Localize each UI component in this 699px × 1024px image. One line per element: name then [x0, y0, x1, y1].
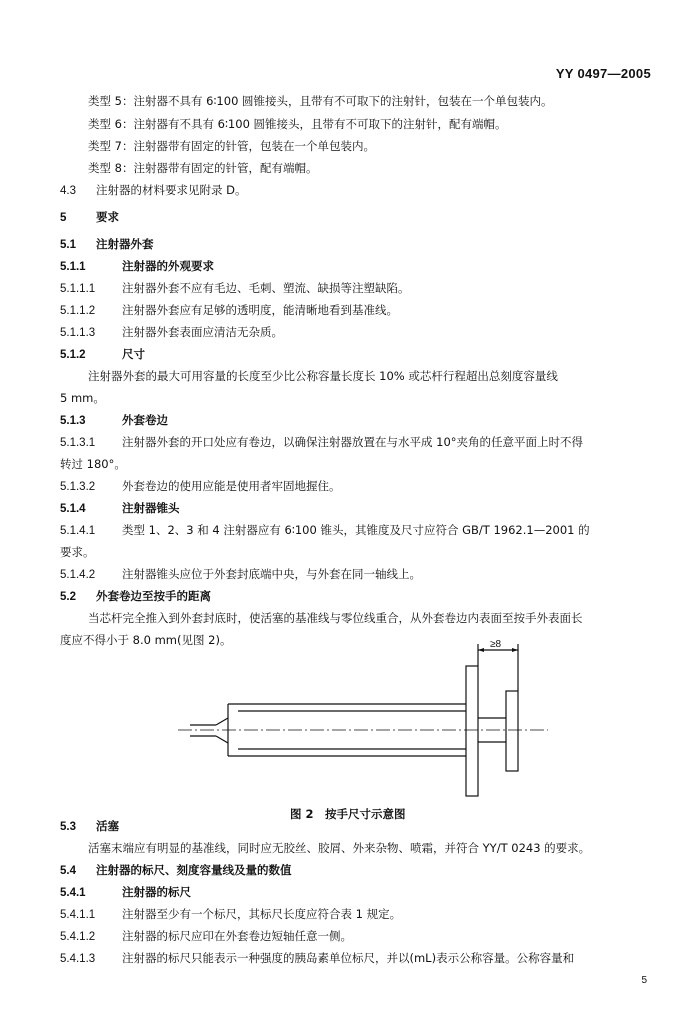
- clause-number: 5.1.3: [60, 415, 86, 427]
- line-text: 活塞: [96, 819, 119, 833]
- line-text: 外套卷边的使用应能是使用者牢固地握住。: [122, 479, 341, 493]
- line-text: 类型 1、2、3 和 4 注射器应有 6∶100 锥头，其锥度及尺寸应符合 GB/T 1962.1—2001 的: [122, 523, 590, 537]
- clause-5-4-1: [60, 884, 191, 901]
- paragraph-line: [60, 456, 126, 472]
- clause-number: 5.1.1.2: [60, 305, 96, 317]
- line-text: 类型 5：注射器不具有 6∶100 圆锥接头，且带有不可取下的注射针，包装在一个单包装内。: [88, 94, 553, 108]
- clause-number: 5.1: [60, 239, 76, 251]
- barrel-flange: [466, 666, 478, 796]
- paragraph-line: [88, 116, 507, 132]
- paragraph-line: [88, 610, 583, 626]
- clause-5-4-1-3: [60, 950, 574, 967]
- clause-5-3: [60, 818, 119, 835]
- line-text: 度应不得小于 8.0 mm(见图 2)。: [60, 633, 232, 647]
- clause-number: 5: [60, 212, 67, 224]
- page-number: 5: [641, 975, 647, 986]
- line-text: 尺寸: [122, 347, 145, 361]
- clause-number: 5.2: [60, 591, 76, 603]
- syringe-figure: [176, 636, 556, 802]
- clause-number: 5.4.1.1: [60, 909, 96, 921]
- clause-number: 5.1.4.2: [60, 569, 96, 581]
- clause-5-4-1-2: [60, 928, 352, 945]
- line-text: 类型 6：注射器有不具有 6∶100 圆锥接头，且带有不可取下的注射针，配有端帽。: [88, 117, 507, 131]
- clause-number: 5.1.1: [60, 261, 86, 273]
- line-text: 注射器锥头: [122, 501, 180, 515]
- line-text: 注射器外套的最大可用容量的长度至少比公称容量长度长 10% 或芯杆行程超出总刻度容量线: [88, 369, 558, 383]
- line-text: 注射器的标尺、刻度容量线及量的数值: [96, 863, 292, 877]
- clause-5-1-3-2: [60, 478, 341, 495]
- clause-5-1-1: [60, 258, 214, 275]
- line-text: 注射器外套的开口处应有卷边，以确保注射器放置在与水平成 10°夹角的任意平面上时不得: [122, 435, 584, 449]
- clause-5-1-1-1: [60, 280, 410, 297]
- line-text: 注射器外套表面应清洁无杂质。: [122, 325, 283, 339]
- line-text: 类型 7：注射器带有固定的针管，包装在一个单包装内。: [88, 139, 375, 153]
- clause-5-4: [60, 862, 292, 879]
- line-text: 注射器的材料要求见附录 D。: [96, 183, 247, 197]
- clause-number: 5.1.3.2: [60, 481, 96, 493]
- clause-number: 5.1.4: [60, 503, 86, 515]
- clause-5-1-4-1: [60, 522, 590, 539]
- clause-number: 5.1.1.3: [60, 327, 96, 339]
- line-text: 当芯杆完全推入到外套封底时，使活塞的基准线与零位线重合，从外套卷边内表面至按手外表面长: [88, 611, 583, 625]
- dimension-label: ≥8: [490, 639, 502, 650]
- tip-top: [216, 718, 228, 725]
- clause-5-2: [60, 588, 211, 605]
- paragraph-line: [88, 840, 590, 856]
- line-text: 要求: [96, 210, 119, 224]
- clause-number: 5.4.1: [60, 887, 86, 899]
- thumb-press: [506, 691, 518, 771]
- clause-5-1-4-2: [60, 566, 421, 583]
- tip-bottom: [216, 736, 228, 743]
- line-text: 5 mm。: [60, 391, 105, 405]
- line-text: 类型 8：注射器带有固定的针管，配有端帽。: [88, 161, 318, 175]
- line-text: 外套卷边: [122, 413, 168, 427]
- line-text: 注射器外套: [96, 237, 154, 251]
- dim-arrow-right: [512, 648, 518, 652]
- paragraph-line: [60, 390, 105, 406]
- line-text: 要求。: [60, 545, 95, 559]
- line-text: 转过 180°。: [60, 457, 126, 471]
- clause-number: 5.4.1.3: [60, 953, 96, 965]
- clause-number: 5.4: [60, 865, 76, 877]
- clause-number: 5.3: [60, 821, 76, 833]
- clause-number: 5.1.2: [60, 349, 86, 361]
- paragraph-line: [88, 368, 558, 384]
- clause-5-1-1-3: [60, 324, 283, 341]
- clause-number: 5.4.1.2: [60, 931, 96, 943]
- clause-5-1-4: [60, 500, 180, 517]
- line-text: 注射器锥头应位于外套封底端中央，与外套在同一轴线上。: [122, 567, 421, 581]
- page-header: YY 0497—2005: [555, 66, 651, 81]
- clause-number: 5.1.1.1: [60, 283, 96, 295]
- clause-5-1: [60, 236, 154, 253]
- paragraph-line: [88, 160, 317, 176]
- clause-5-1-1-2: [60, 302, 398, 319]
- line-text: 注射器的标尺只能表示一种强度的胰岛素单位标尺，并以(mL)表示公称容量。公称容量和: [122, 951, 575, 965]
- figure-caption: 图 2 按手尺寸示意图: [290, 807, 406, 821]
- clause-5: [60, 209, 119, 226]
- clause-number: 4.3: [60, 185, 76, 197]
- clause-5-1-3-1: [60, 434, 583, 451]
- line-text: 注射器的外观要求: [122, 259, 214, 273]
- paragraph-line: [88, 93, 553, 109]
- clause-5-4-1-1: [60, 906, 401, 923]
- clause-4-3: [60, 182, 247, 199]
- line-text: 活塞末端应有明显的基准线，同时应无胶丝、胶屑、外来杂物、喷霜，并符合 YY/T 0243 的要求。: [88, 841, 591, 855]
- clause-5-1-2: [60, 346, 145, 363]
- clause-5-1-3: [60, 412, 168, 429]
- line-text: 注射器的标尺应印在外套卷边短轴任意一侧。: [122, 929, 352, 943]
- line-text: 注射器外套应有足够的透明度，能清晰地看到基准线。: [122, 303, 398, 317]
- line-text: 外套卷边至按手的距离: [96, 589, 211, 603]
- line-text: 注射器的标尺: [122, 885, 191, 899]
- dim-arrow-left: [478, 648, 484, 652]
- paragraph-line: [60, 544, 95, 560]
- line-text: 注射器至少有一个标尺，其标尺长度应符合表 1 规定。: [122, 907, 402, 921]
- clause-number: 5.1.4.1: [60, 525, 96, 537]
- paragraph-line: [88, 138, 375, 154]
- line-text: 注射器外套不应有毛边、毛刺、塑流、缺损等注塑缺陷。: [122, 281, 410, 295]
- clause-number: 5.1.3.1: [60, 437, 96, 449]
